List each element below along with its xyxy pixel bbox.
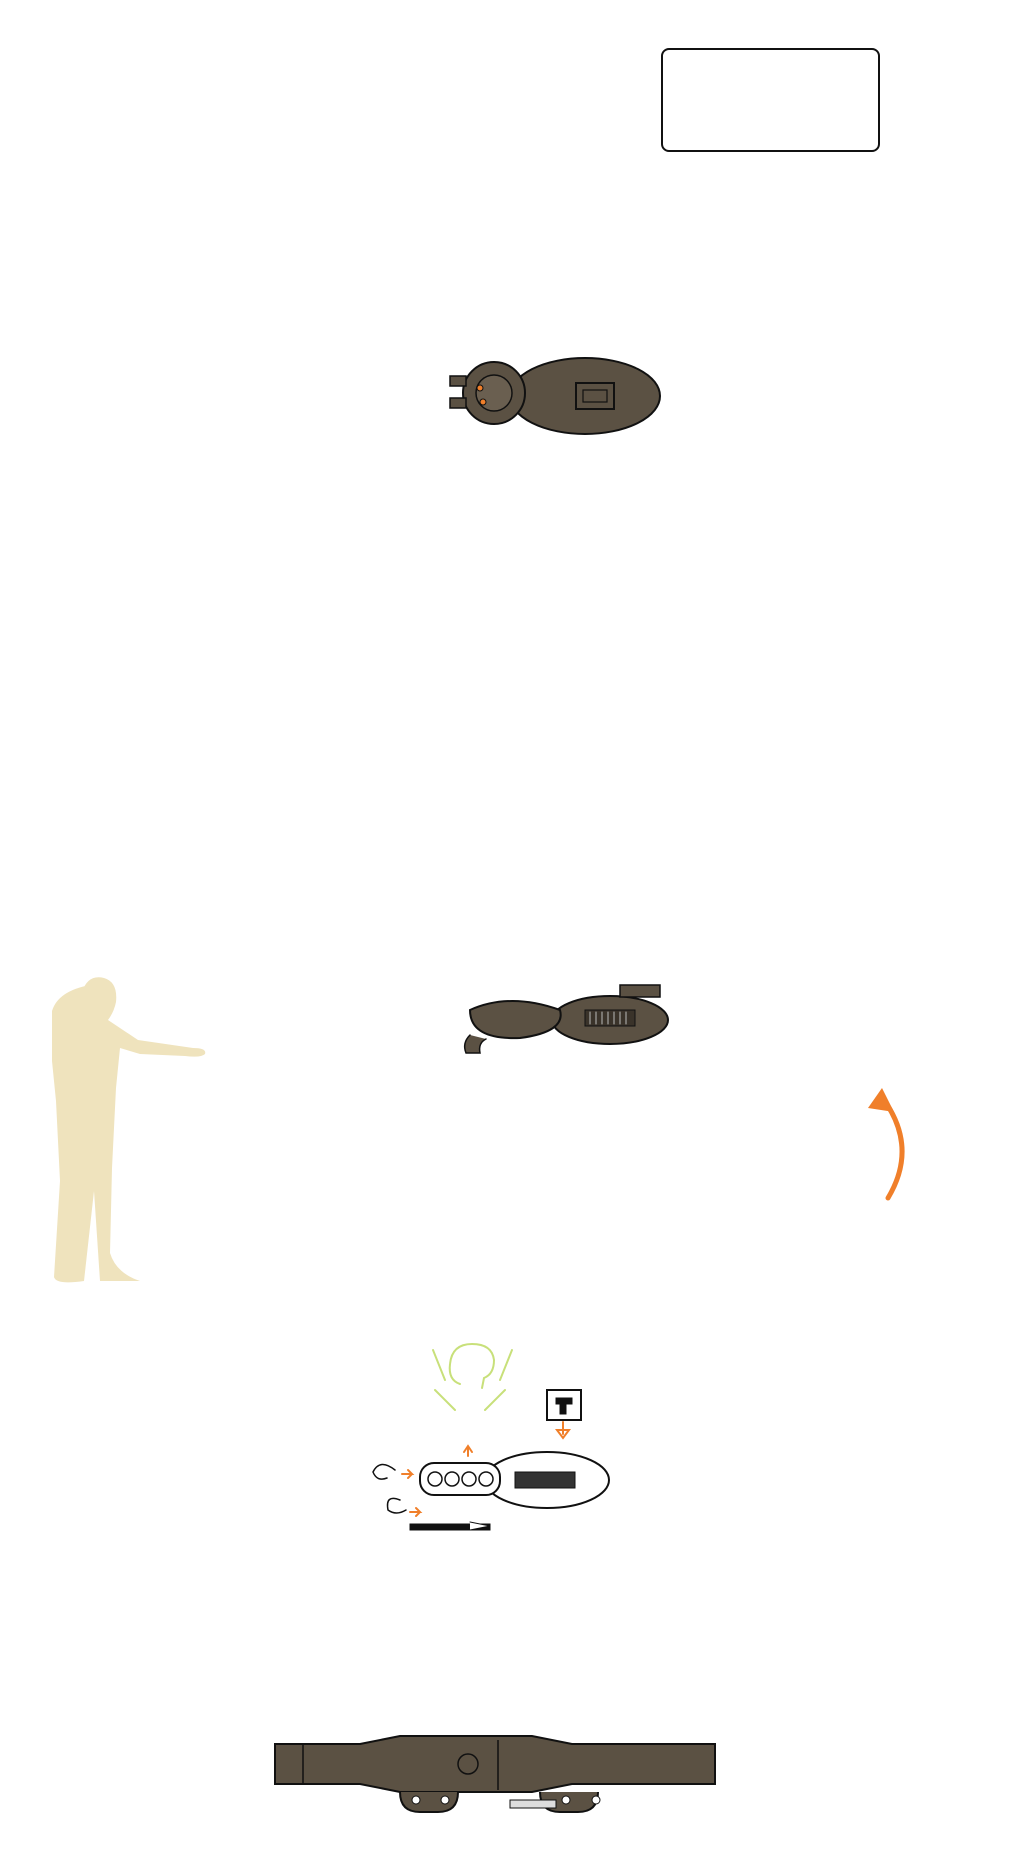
side-cephalothorax bbox=[470, 1001, 561, 1038]
bend-arrow bbox=[884, 1100, 902, 1198]
top-view-spider bbox=[450, 358, 660, 434]
leg-closeup bbox=[275, 1736, 715, 1812]
top-abdomen bbox=[510, 358, 660, 434]
side-view-spider bbox=[52, 977, 902, 1282]
human-silhouette bbox=[52, 977, 205, 1282]
lab-tray-diagram bbox=[373, 1344, 609, 1530]
hologram-head bbox=[433, 1344, 512, 1410]
